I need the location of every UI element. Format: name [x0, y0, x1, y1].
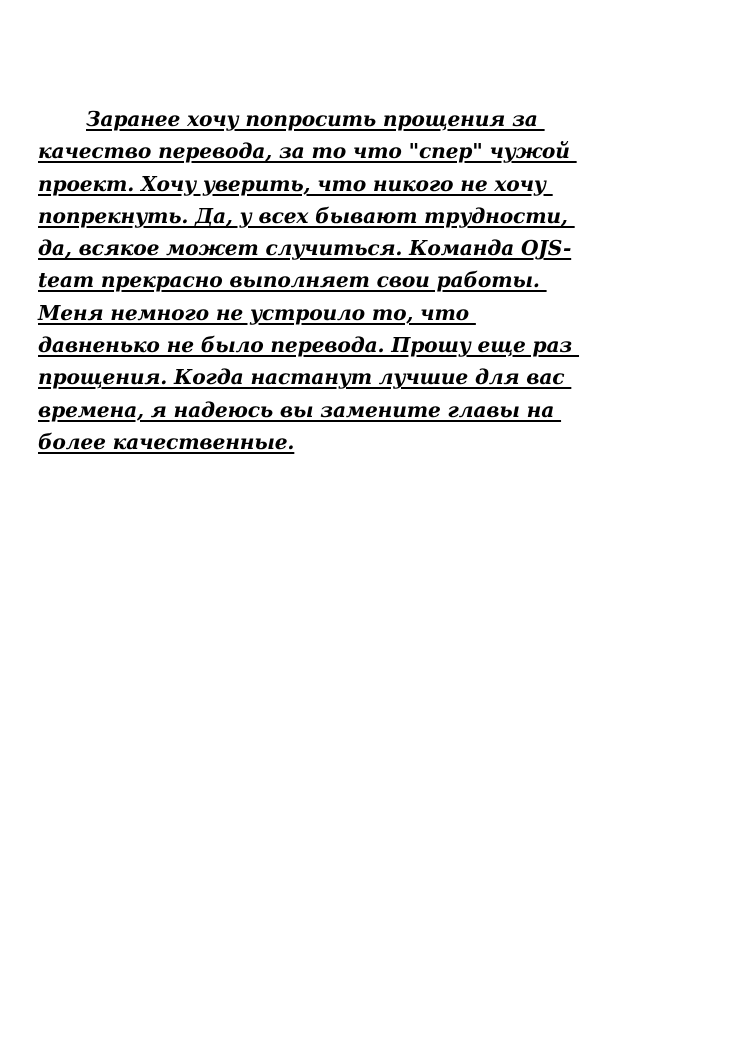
- note-line-11: более качественные.: [38, 429, 295, 454]
- note-line-2: качество перевода, за то что "спер" чужой: [38, 139, 577, 164]
- note-line-7: Меня немного не устроило то, что: [38, 300, 476, 325]
- note-line-6: team прекрасно выполняет свои работы.: [38, 268, 547, 293]
- translator-note-paragraph: [38, 103, 638, 458]
- note-line-10: времена, я надеюсь вы замените главы на: [38, 397, 562, 422]
- note-line-3: проект. Хочу уверить, что никого не хочу: [38, 171, 553, 196]
- note-line-4: попрекнуть. Да, у всех бывают трудности,: [38, 203, 575, 228]
- note-line-5: да, всякое может случиться. Команда OJS-: [38, 236, 572, 261]
- note-line-1: Заранее хочу попросить прощения за: [86, 107, 545, 131]
- note-line-8: давненько не было перевода. Прошу еще раз: [38, 333, 580, 358]
- note-line-9: прощения. Когда настанут лучшие для вас: [38, 365, 572, 390]
